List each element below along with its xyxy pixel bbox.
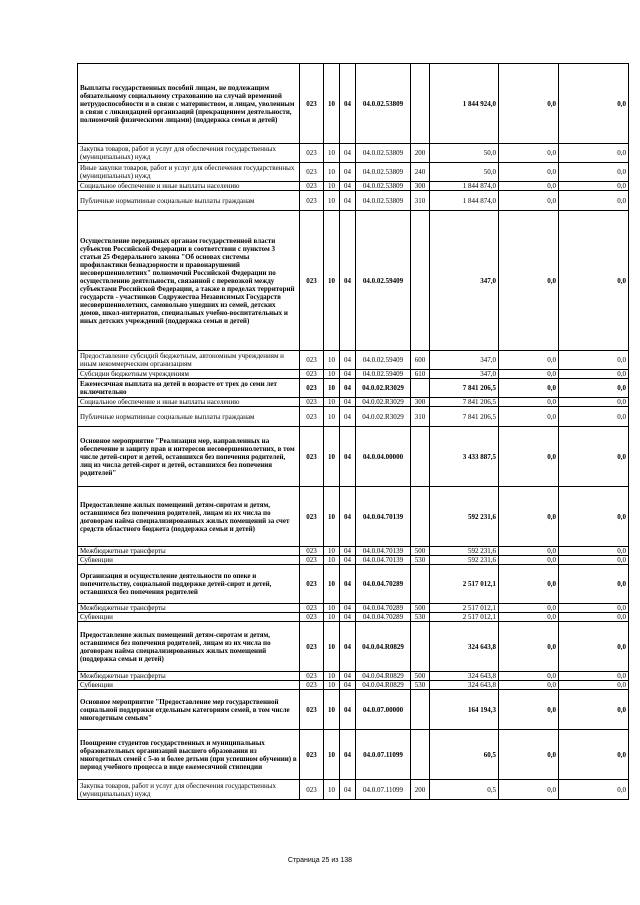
row-section: 10	[324, 730, 340, 780]
table-row	[78, 613, 629, 622]
row-target-article: 04.0.02.53809	[356, 182, 411, 191]
row-name: Закупка товаров, работ и услуг для обеспечения государственных (муниципальных) нужд	[78, 144, 300, 163]
row-grbs: 023	[300, 565, 324, 604]
row-section: 10	[324, 681, 340, 690]
row-grbs: 023	[300, 351, 324, 370]
row-amount: 592 231,6	[430, 556, 499, 565]
row-grbs: 023	[300, 398, 324, 407]
row-target-article: 04.0.04.70289	[356, 565, 411, 604]
row-amount-2: 0,0	[499, 163, 559, 182]
table-row	[78, 163, 629, 182]
row-expense-type: 530	[411, 613, 430, 622]
row-amount-2: 0,0	[499, 398, 559, 407]
row-grbs: 023	[300, 672, 324, 681]
row-amount: 1 844 874,0	[430, 191, 499, 211]
row-amount-2: 0,0	[499, 547, 559, 556]
row-expense-type	[411, 211, 430, 351]
row-amount-3: 0,0	[559, 604, 629, 613]
row-section: 10	[324, 427, 340, 487]
row-expense-type: 300	[411, 182, 430, 191]
row-expense-type: 200	[411, 144, 430, 163]
row-grbs: 023	[300, 556, 324, 565]
row-amount: 324 643,8	[430, 681, 499, 690]
row-section: 10	[324, 191, 340, 211]
row-section: 10	[324, 690, 340, 730]
row-amount: 2 517 012,1	[430, 565, 499, 604]
row-amount: 347,0	[430, 211, 499, 351]
row-amount: 324 643,8	[430, 672, 499, 681]
row-amount: 7 841 206,5	[430, 407, 499, 427]
row-section: 10	[324, 163, 340, 182]
row-section: 10	[324, 613, 340, 622]
row-subsection: 04	[340, 613, 356, 622]
table-row	[78, 379, 629, 398]
row-amount-2: 0,0	[499, 556, 559, 565]
row-subsection: 04	[340, 427, 356, 487]
row-expense-type: 500	[411, 604, 430, 613]
row-subsection: 04	[340, 604, 356, 613]
row-amount-3: 0,0	[559, 191, 629, 211]
row-subsection: 04	[340, 547, 356, 556]
table-row	[78, 487, 629, 547]
row-target-article: 04.0.02.59409	[356, 351, 411, 370]
row-target-article: 04.0.04.70139	[356, 556, 411, 565]
table-row	[78, 547, 629, 556]
row-amount-3: 0,0	[559, 163, 629, 182]
row-amount-3: 0,0	[559, 487, 629, 547]
row-amount-3: 0,0	[559, 672, 629, 681]
row-name: Поощрение студентов государственных и муниципальных образовательных организаций высшего образования из многодетных семей с 5-ю и более детьми (при успешном обучении) в период учебного процесса в виде ежемесячной стипендии	[78, 730, 300, 780]
row-name: Субвенции	[78, 556, 300, 565]
row-expense-type: 530	[411, 556, 430, 565]
row-target-article: 04.0.04.70139	[356, 547, 411, 556]
row-target-article: 04.0.02.53809	[356, 64, 411, 144]
row-amount-2: 0,0	[499, 144, 559, 163]
row-expense-type: 500	[411, 672, 430, 681]
row-amount: 324 643,8	[430, 622, 499, 672]
row-grbs: 023	[300, 622, 324, 672]
row-name: Предоставление жилых помещений детям-сиротам и детям, оставшимся без попечения родителей, лицам из их числа по договорам найма специализированных жилых помещений (поддержка семьи и детей)	[78, 622, 300, 672]
row-amount-2: 0,0	[499, 613, 559, 622]
row-target-article: 04.0.04.70139	[356, 487, 411, 547]
table-row	[78, 351, 629, 370]
row-amount: 592 231,6	[430, 547, 499, 556]
row-amount: 347,0	[430, 351, 499, 370]
row-grbs: 023	[300, 730, 324, 780]
row-subsection: 04	[340, 407, 356, 427]
row-amount-2: 0,0	[499, 427, 559, 487]
row-subsection: 04	[340, 730, 356, 780]
row-name: Межбюджетные трансферты	[78, 672, 300, 681]
row-subsection: 04	[340, 370, 356, 379]
row-subsection: 04	[340, 163, 356, 182]
row-grbs: 023	[300, 427, 324, 487]
table-row	[78, 730, 629, 780]
row-grbs: 023	[300, 681, 324, 690]
row-name: Выплаты государственных пособий лицам, не подлежащим обязательному социальному страхованию на случай временной нетрудоспособности и в связи с материнством, и лицам, уволенным в связи с ликвидацией организаций (прекращением деятельности, полномочий физическими лицами) (поддержка семьи и детей)	[78, 64, 300, 144]
row-expense-type	[411, 487, 430, 547]
row-amount-2: 0,0	[499, 681, 559, 690]
row-name: Ежемесячная выплата на детей в возрасте от трех до семи лет включительно	[78, 379, 300, 398]
row-amount-3: 0,0	[559, 182, 629, 191]
row-grbs: 023	[300, 487, 324, 547]
row-subsection: 04	[340, 565, 356, 604]
row-amount-2: 0,0	[499, 182, 559, 191]
row-name: Социальное обеспечение и иные выплаты населению	[78, 398, 300, 407]
row-amount-3: 0,0	[559, 690, 629, 730]
row-name: Предоставление субсидий бюджетным, автономным учреждениям и иным некоммерческим организациям	[78, 351, 300, 370]
row-section: 10	[324, 379, 340, 398]
row-amount-2: 0,0	[499, 730, 559, 780]
row-name: Организация и осуществление деятельности по опеке и попечительству, социальной поддержке детей-сирот и детей, оставшихся без попечения родителей	[78, 565, 300, 604]
table-row	[78, 427, 629, 487]
page-footer: Страница 25 из 138	[287, 857, 353, 864]
table-row	[78, 556, 629, 565]
table-row	[78, 565, 629, 604]
row-subsection: 04	[340, 487, 356, 547]
row-amount: 0,5	[430, 780, 499, 800]
row-subsection: 04	[340, 622, 356, 672]
budget-table-page	[77, 63, 626, 800]
row-amount-2: 0,0	[499, 565, 559, 604]
row-amount: 164 194,3	[430, 690, 499, 730]
row-amount-3: 0,0	[559, 730, 629, 780]
row-expense-type	[411, 730, 430, 780]
row-target-article: 04.0.02.59409	[356, 370, 411, 379]
table-row	[78, 622, 629, 672]
row-section: 10	[324, 487, 340, 547]
row-grbs: 023	[300, 780, 324, 800]
row-name: Осуществление переданных органам государственной власти субъектов Российской Федерации в соответствии с пунктом 3 статьи 25 Федерального закона "Об основах системы профилактики безнадзорности и правонарушений несовершеннолетних" полномочий Российской Федерации по осуществлению деятельности, связанной с перевозкой между субъектами Российской Федерации, а также в пределах территорий государств - участников Содружества Независимых Государств несовершеннолетних, самовольно ушедших из семей, детских домов, школ-интернатов, специальных учебно-воспитательных и иных детских учреждений (поддержка семьи и детей)	[78, 211, 300, 351]
row-target-article: 04.0.02.59409	[356, 211, 411, 351]
row-grbs: 023	[300, 547, 324, 556]
table-row	[78, 191, 629, 211]
row-grbs: 023	[300, 604, 324, 613]
row-amount-3: 0,0	[559, 613, 629, 622]
row-grbs: 023	[300, 370, 324, 379]
row-amount-3: 0,0	[559, 427, 629, 487]
row-amount: 7 841 206,5	[430, 398, 499, 407]
row-subsection: 04	[340, 398, 356, 407]
row-amount: 2 517 012,1	[430, 604, 499, 613]
row-expense-type: 500	[411, 547, 430, 556]
row-expense-type	[411, 690, 430, 730]
row-section: 10	[324, 622, 340, 672]
row-expense-type: 310	[411, 407, 430, 427]
row-section: 10	[324, 64, 340, 144]
row-amount-3: 0,0	[559, 780, 629, 800]
row-grbs: 023	[300, 379, 324, 398]
row-subsection: 04	[340, 191, 356, 211]
row-expense-type: 200	[411, 780, 430, 800]
table-row	[78, 370, 629, 379]
row-subsection: 04	[340, 351, 356, 370]
row-grbs: 023	[300, 613, 324, 622]
row-amount-3: 0,0	[559, 211, 629, 351]
row-name: Основное мероприятие "Реализация мер, направленных на обеспечение и защиту прав и интересов несовершеннолетних, в том числе детей-сирот и детей, оставшихся без попечения родителей, лиц из числа детей-сирот и детей, оставшихся без попечения родителей"	[78, 427, 300, 487]
row-subsection: 04	[340, 672, 356, 681]
table-body	[78, 64, 629, 800]
row-amount-3: 0,0	[559, 144, 629, 163]
row-amount-3: 0,0	[559, 64, 629, 144]
row-target-article: 04.0.04.R0829	[356, 672, 411, 681]
table-row	[78, 780, 629, 800]
row-amount-3: 0,0	[559, 547, 629, 556]
row-name: Основное мероприятие "Предоставление мер государственной социальной поддержки отдельным категориям семей, в том числе многодетным семьям"	[78, 690, 300, 730]
row-section: 10	[324, 556, 340, 565]
row-amount-3: 0,0	[559, 407, 629, 427]
row-amount: 347,0	[430, 370, 499, 379]
row-name: Межбюджетные трансферты	[78, 604, 300, 613]
row-target-article: 04.0.02.53809	[356, 144, 411, 163]
row-expense-type	[411, 622, 430, 672]
row-expense-type	[411, 565, 430, 604]
row-target-article: 04.0.07.11099	[356, 780, 411, 800]
row-target-article: 04.0.04.00000	[356, 427, 411, 487]
row-name: Иные закупки товаров, работ и услуг для обеспечения государственных (муниципальных) нужд	[78, 163, 300, 182]
row-section: 10	[324, 211, 340, 351]
row-name: Публичные нормативные социальные выплаты гражданам	[78, 191, 300, 211]
row-amount-3: 0,0	[559, 565, 629, 604]
row-section: 10	[324, 547, 340, 556]
row-amount-2: 0,0	[499, 407, 559, 427]
row-amount-3: 0,0	[559, 379, 629, 398]
row-amount: 50,0	[430, 163, 499, 182]
row-amount-2: 0,0	[499, 604, 559, 613]
row-amount-2: 0,0	[499, 211, 559, 351]
row-name: Субвенции	[78, 681, 300, 690]
table-row	[78, 64, 629, 144]
row-target-article: 04.0.04.R0829	[356, 681, 411, 690]
row-expense-type: 300	[411, 398, 430, 407]
row-section: 10	[324, 182, 340, 191]
row-target-article: 04.0.07.11099	[356, 730, 411, 780]
row-target-article: 04.0.04.70289	[356, 613, 411, 622]
row-grbs: 023	[300, 64, 324, 144]
row-name: Предоставление жилых помещений детям-сиротам и детям, оставшимся без попечения родителей, лицам из их числа по договорам найма специализированных жилых помещений за счет средств областного бюджета (поддержка семьи и детей)	[78, 487, 300, 547]
row-expense-type: 530	[411, 681, 430, 690]
row-section: 10	[324, 407, 340, 427]
table-row	[78, 407, 629, 427]
row-target-article: 04.0.02.R3029	[356, 379, 411, 398]
row-expense-type: 610	[411, 370, 430, 379]
row-amount-3: 0,0	[559, 556, 629, 565]
row-amount-3: 0,0	[559, 681, 629, 690]
row-grbs: 023	[300, 163, 324, 182]
row-grbs: 023	[300, 211, 324, 351]
row-section: 10	[324, 370, 340, 379]
row-grbs: 023	[300, 182, 324, 191]
table-row	[78, 681, 629, 690]
table-row	[78, 211, 629, 351]
table-row	[78, 398, 629, 407]
row-amount-2: 0,0	[499, 672, 559, 681]
row-target-article: 04.0.02.53809	[356, 163, 411, 182]
row-subsection: 04	[340, 780, 356, 800]
row-expense-type: 600	[411, 351, 430, 370]
row-name: Субсидии бюджетным учреждениям	[78, 370, 300, 379]
row-amount: 1 844 874,0	[430, 182, 499, 191]
row-subsection: 04	[340, 144, 356, 163]
row-target-article: 04.0.02.R3029	[356, 407, 411, 427]
row-amount: 2 517 012,1	[430, 613, 499, 622]
row-grbs: 023	[300, 407, 324, 427]
row-name: Межбюджетные трансферты	[78, 547, 300, 556]
row-subsection: 04	[340, 64, 356, 144]
row-amount: 60,5	[430, 730, 499, 780]
row-amount: 50,0	[430, 144, 499, 163]
row-grbs: 023	[300, 191, 324, 211]
row-amount-2: 0,0	[499, 690, 559, 730]
row-section: 10	[324, 144, 340, 163]
row-amount-3: 0,0	[559, 622, 629, 672]
row-target-article: 04.0.02.R3029	[356, 398, 411, 407]
row-name: Социальное обеспечение и иные выплаты населению	[78, 182, 300, 191]
row-amount-2: 0,0	[499, 487, 559, 547]
row-subsection: 04	[340, 690, 356, 730]
row-section: 10	[324, 398, 340, 407]
row-name: Публичные нормативные социальные выплаты гражданам	[78, 407, 300, 427]
row-amount-2: 0,0	[499, 351, 559, 370]
row-target-article: 04.0.07.00000	[356, 690, 411, 730]
table-row	[78, 144, 629, 163]
row-amount: 592 231,6	[430, 487, 499, 547]
row-amount-2: 0,0	[499, 622, 559, 672]
row-amount: 7 841 206,5	[430, 379, 499, 398]
row-target-article: 04.0.04.R0829	[356, 622, 411, 672]
row-amount-3: 0,0	[559, 370, 629, 379]
row-amount-2: 0,0	[499, 191, 559, 211]
table-row	[78, 690, 629, 730]
row-section: 10	[324, 780, 340, 800]
row-expense-type: 310	[411, 191, 430, 211]
budget-table	[77, 63, 629, 800]
row-subsection: 04	[340, 182, 356, 191]
row-amount: 3 433 887,5	[430, 427, 499, 487]
row-name: Закупка товаров, работ и услуг для обеспечения государственных (муниципальных) нужд	[78, 780, 300, 800]
row-name: Субвенции	[78, 613, 300, 622]
row-subsection: 04	[340, 681, 356, 690]
row-subsection: 04	[340, 556, 356, 565]
row-amount: 1 844 924,0	[430, 64, 499, 144]
row-expense-type	[411, 64, 430, 144]
table-row	[78, 182, 629, 191]
row-amount-3: 0,0	[559, 398, 629, 407]
row-subsection: 04	[340, 379, 356, 398]
row-target-article: 04.0.02.53809	[356, 191, 411, 211]
row-amount-2: 0,0	[499, 370, 559, 379]
row-grbs: 023	[300, 690, 324, 730]
row-amount-3: 0,0	[559, 351, 629, 370]
row-amount-2: 0,0	[499, 780, 559, 800]
row-target-article: 04.0.04.70289	[356, 604, 411, 613]
row-section: 10	[324, 672, 340, 681]
row-expense-type	[411, 379, 430, 398]
row-amount-2: 0,0	[499, 379, 559, 398]
row-expense-type: 240	[411, 163, 430, 182]
row-section: 10	[324, 351, 340, 370]
row-subsection: 04	[340, 211, 356, 351]
row-section: 10	[324, 604, 340, 613]
table-row	[78, 672, 629, 681]
table-row	[78, 604, 629, 613]
row-expense-type	[411, 427, 430, 487]
row-amount-2: 0,0	[499, 64, 559, 144]
row-section: 10	[324, 565, 340, 604]
row-grbs: 023	[300, 144, 324, 163]
